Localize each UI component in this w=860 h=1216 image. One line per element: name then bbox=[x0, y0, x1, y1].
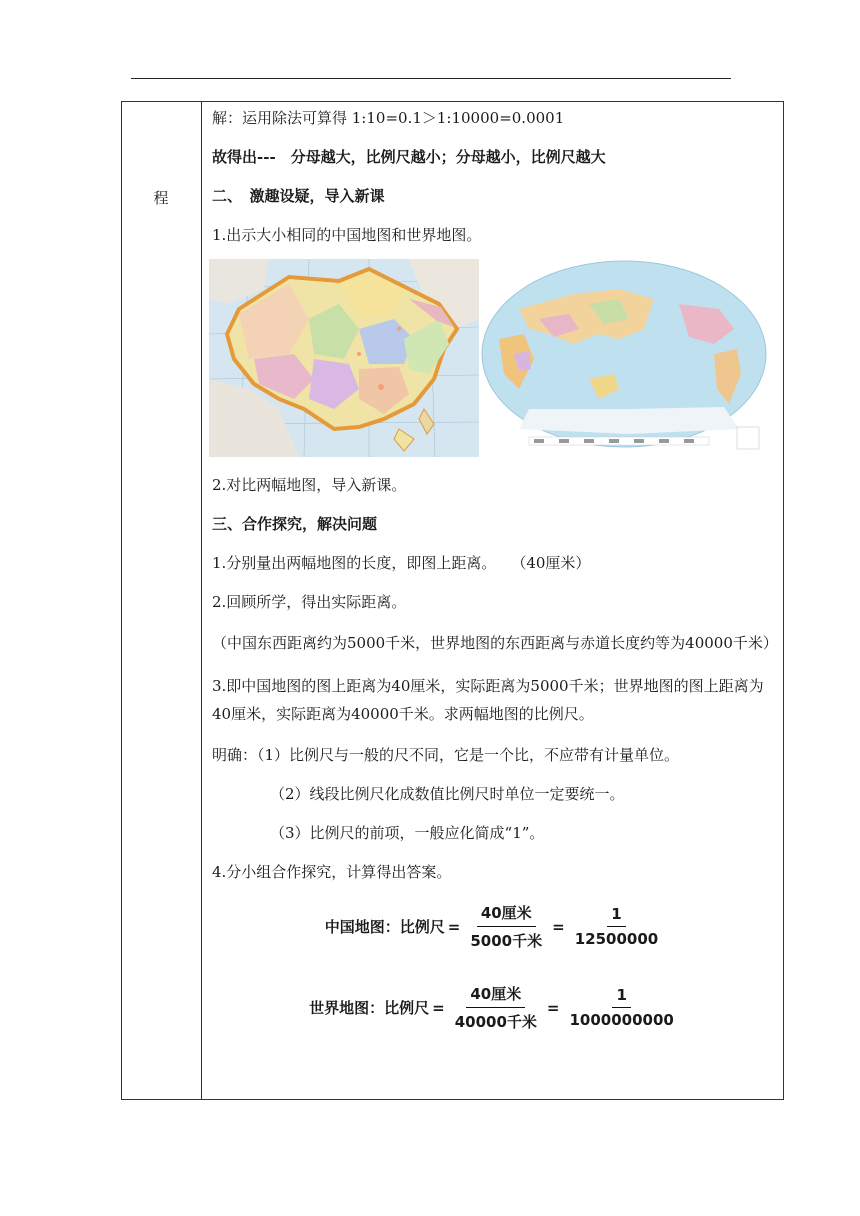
step-4: 4.分小组合作探究，计算得出答案。 bbox=[212, 863, 452, 881]
clarify-2: （2）线段比例尺化成数值比例尺时单位一定要统一。 bbox=[270, 785, 625, 803]
step-3: 3.即中国地图的图上距离为40厘米，实际距离为5000千米；世界地图的图上距离为40厘米，实际距离为40000千米。求两幅地图的比例尺。 bbox=[212, 677, 764, 723]
fraction-denominator: 5000千米 bbox=[470, 932, 543, 950]
section-heading-2: 二、 激趣设疑，导入新课 bbox=[212, 187, 385, 205]
header-rule bbox=[131, 78, 731, 79]
clarify-1: 明确：（1）比例尺与一般的尺不同，它是一个比，不应带有计量单位。 bbox=[212, 746, 680, 764]
result-fraction bbox=[565, 986, 677, 1029]
fraction-denominator: 1000000000 bbox=[569, 1011, 674, 1029]
section-heading-3: 三、合作探究，解决问题 bbox=[212, 515, 378, 533]
step-1: 1.分别量出两幅地图的长度，即图上距离。 （40厘米） bbox=[212, 554, 591, 572]
china-scale-formula bbox=[212, 902, 778, 951]
lesson-content bbox=[212, 106, 778, 1032]
clarify-3: （3）比例尺的前项，一般应化简成“1”。 bbox=[270, 824, 545, 842]
formula-label: 世界地图：比例尺 bbox=[309, 999, 430, 1017]
equals-sign: = bbox=[552, 917, 565, 936]
equals-sign: = bbox=[447, 917, 461, 936]
fraction-denominator: 12500000 bbox=[574, 930, 659, 948]
step-2: 2.回顾所学，得出实际距离。 bbox=[212, 593, 407, 611]
fraction-numerator: 40厘米 bbox=[466, 983, 525, 1008]
equals-sign: = bbox=[432, 998, 445, 1017]
distance-fraction bbox=[451, 983, 541, 1032]
item-1: 1.出示大小相同的中国地图和世界地图。 bbox=[212, 226, 482, 244]
step-2-note: （中国东西距离约为5000千米，世界地图的东西距离与赤道长度约等为40000千米） bbox=[212, 634, 778, 652]
fraction-numerator: 1 bbox=[612, 986, 630, 1008]
world-map-image bbox=[479, 259, 769, 459]
fraction-numerator: 40厘米 bbox=[477, 902, 536, 927]
world-scale-formula bbox=[212, 983, 778, 1032]
distance-fraction bbox=[466, 902, 546, 951]
fraction-denominator: 40000千米 bbox=[454, 1013, 537, 1031]
map-images bbox=[209, 259, 778, 459]
table-column-divider bbox=[201, 101, 202, 1100]
fraction-numerator: 1 bbox=[607, 905, 625, 927]
china-map-image bbox=[209, 259, 479, 457]
result-fraction bbox=[571, 905, 663, 948]
solution-line: 解：运用除法可算得 1:10=0.1＞1:10000=0.0001 bbox=[212, 109, 565, 127]
row-label: 程 bbox=[153, 189, 169, 207]
item-2: 2.对比两幅地图，导入新课。 bbox=[212, 476, 407, 494]
equals-sign: = bbox=[546, 998, 560, 1017]
conclusion-line: 故得出--- 分母越大，比例尺越小；分母越小，比例尺越大 bbox=[212, 148, 606, 166]
formula-label: 中国地图：比例尺 bbox=[324, 918, 445, 936]
